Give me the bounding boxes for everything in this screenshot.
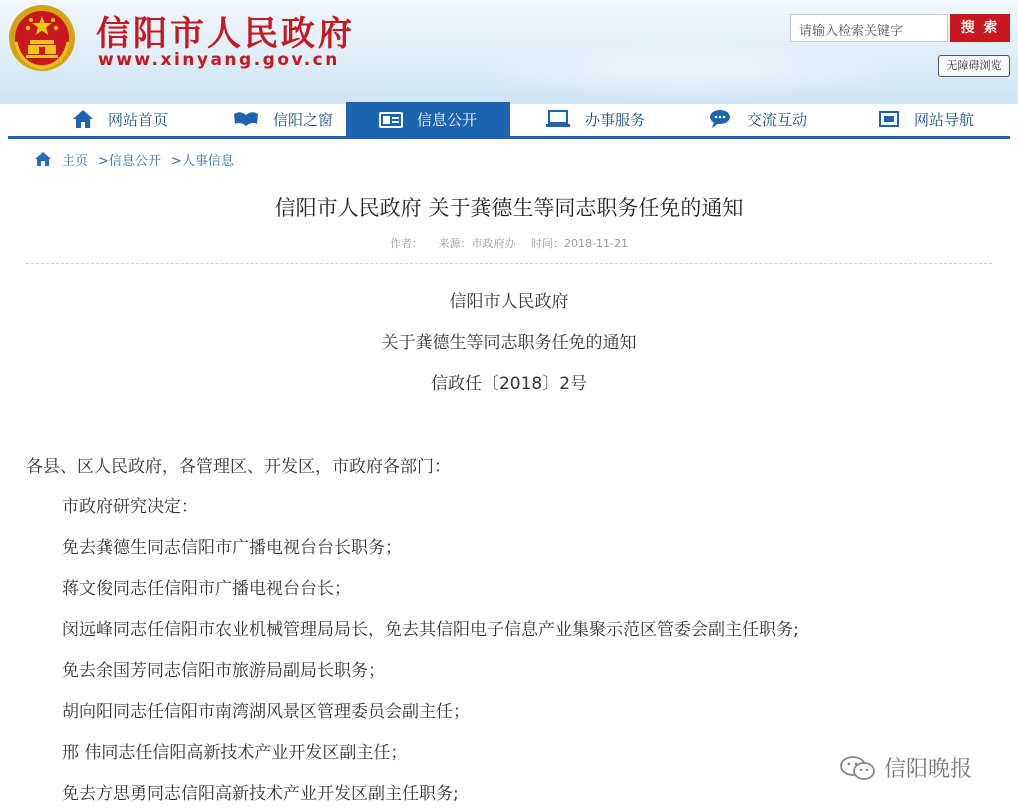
paragraph: 免去余国芳同志信阳市旅游局副局长职务； (62, 661, 385, 681)
meta-source: 来源：市政府办 (438, 237, 516, 250)
search-input[interactable]: 请输入检索关键字 (790, 14, 948, 42)
nav-item-interaction[interactable] (676, 102, 840, 136)
wechat-icon (838, 754, 878, 782)
window-icon (233, 110, 259, 128)
breadcrumb-personnel[interactable]: >人事信息 (170, 153, 234, 169)
watermark (838, 752, 972, 783)
nav-label: 信阳之窗 (272, 110, 333, 129)
nav-label: 网站首页 (107, 110, 168, 129)
nav-label: 网站导航 (913, 110, 974, 129)
article-meta (0, 235, 1018, 251)
paragraph: 胡向阳同志任信阳市南湾湖风景区管理委员会副主任； (62, 702, 470, 722)
nav-item-services[interactable] (513, 102, 677, 136)
article-title: 信阳市人民政府 关于龚德生等同志职务任免的通知 (274, 196, 744, 220)
salutation: 各县、区人民政府，各管理区、开发区，市政府各部门： (26, 457, 451, 477)
nav-label: 办事服务 (584, 110, 645, 129)
nav-label: 交流互动 (746, 110, 807, 129)
breadcrumb-home[interactable]: 主页 (62, 153, 89, 169)
chat-icon (709, 109, 733, 129)
breadcrumb-info-public[interactable]: >信息公开 (98, 153, 161, 169)
paragraph: 闵远峰同志任信阳市农业机械管理局局长，免去其信阳电子信息产业集聚示范区管委会副主任职务; (62, 620, 799, 640)
home-icon (34, 151, 52, 167)
paragraph: 邢 伟同志任信阳高新技术产业开发区副主任； (62, 743, 408, 763)
meta-author: 作者： (390, 237, 424, 250)
sitemap-icon (878, 110, 900, 128)
meta-time: 时间：2018-11-21 (531, 237, 628, 250)
site-url[interactable]: www.xinyang.gov.cn (98, 50, 340, 70)
nav-item-window[interactable] (201, 102, 365, 136)
nav-item-home[interactable] (38, 102, 202, 136)
site-header (0, 0, 1018, 104)
doc-issuer: 信阳市人民政府 (449, 292, 569, 312)
divider (26, 263, 992, 264)
folder-icon (379, 110, 403, 128)
paragraph: 免去龚德生同志信阳市广播电视台台长职务； (62, 538, 402, 558)
accessibility-button[interactable]: 无障碍浏览 (938, 55, 1010, 77)
paragraph: 市政府研究决定： (62, 497, 198, 517)
home-icon (72, 109, 94, 129)
doc-subject: 关于龚德生等同志职务任免的通知 (381, 333, 637, 353)
search-button[interactable]: 搜 索 (950, 14, 1010, 42)
breadcrumb (34, 149, 244, 169)
doc-number: 信政任〔2018〕2号 (430, 374, 588, 394)
national-emblem-icon (6, 2, 78, 74)
site-title[interactable]: 信阳市人民政府 (96, 14, 355, 54)
paragraph: 蒋文俊同志任信阳市广播电视台台长； (62, 579, 351, 599)
nav-item-sitemap[interactable] (844, 102, 1008, 136)
main-nav (8, 102, 1010, 139)
paragraph: 免去方思勇同志信阳高新技术产业开发区副主任职务; (62, 784, 459, 804)
laptop-icon (545, 110, 571, 128)
watermark-text: 信阳晚报 (884, 757, 973, 782)
nav-label: 信息公开 (416, 110, 477, 129)
nav-item-info-public[interactable] (346, 102, 510, 136)
